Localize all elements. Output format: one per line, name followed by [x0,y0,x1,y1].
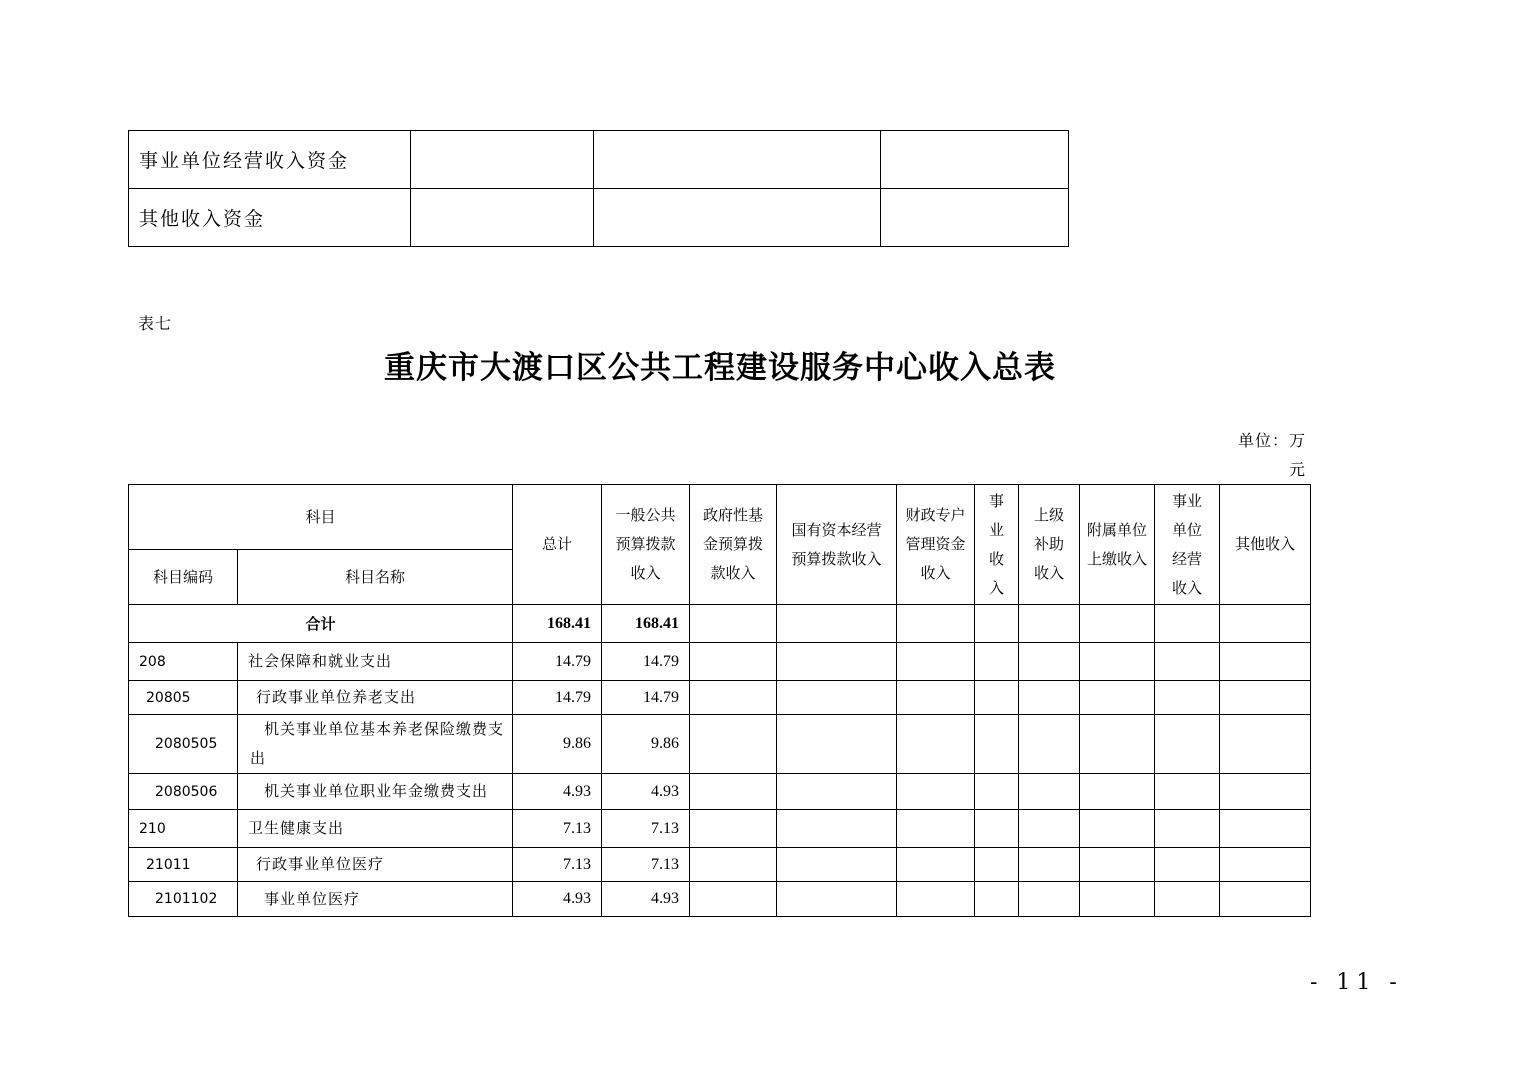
subject-name: 社会保障和就业支出 [238,643,513,681]
subject-name: 卫生健康支出 [238,810,513,848]
total-row [129,605,1311,643]
general-value: 4.93 [602,882,690,917]
total-value: 7.13 [513,810,602,848]
table-row [129,882,1311,917]
header-other-income: 其他收入 [1220,485,1311,605]
subject-code: 20805 [129,681,238,715]
general-value: 14.79 [602,643,690,681]
general-value: 14.79 [602,681,690,715]
subject-code: 21011 [129,848,238,882]
general-value: 4.93 [602,774,690,810]
total-value: 168.41 [513,605,602,643]
row-label: 事业单位经营收入资金 [129,131,411,189]
header-business-income: 事业收入 [975,485,1019,605]
table-number: 表七 [138,314,173,333]
header-affiliated-income: 附属单位上缴收入 [1080,485,1155,605]
header-general-budget: 一般公共预算拨款收入 [602,485,690,605]
table-row [129,643,1311,681]
table-row [129,774,1311,810]
income-summary-table [128,484,1311,917]
table-row [129,848,1311,882]
subject-code: 2080506 [129,774,238,810]
general-value: 168.41 [602,605,690,643]
header-state-capital: 国有资本经营预算拨款收入 [777,485,897,605]
total-value: 4.93 [513,774,602,810]
page-number: - 11 - [1310,970,1403,995]
page-title: 重庆市大渡口区公共工程建设服务中心收入总表 [384,350,1056,386]
header-row [129,485,1311,550]
general-value: 7.13 [602,810,690,848]
table-row [129,715,1311,774]
table-row [129,810,1311,848]
subject-name: 事业单位医疗 [238,882,513,917]
total-value: 4.93 [513,882,602,917]
total-value: 9.86 [513,715,602,774]
total-value: 14.79 [513,643,602,681]
table-row [129,131,1069,189]
total-value: 7.13 [513,848,602,882]
header-subject: 科目 [129,485,513,550]
general-value: 7.13 [602,848,690,882]
subject-code: 2080505 [129,715,238,774]
subject-name: 机关事业单位职业年金缴费支出 [238,774,513,810]
table-row [129,189,1069,247]
general-value: 9.86 [602,715,690,774]
header-subject-code: 科目编码 [129,550,238,605]
subject-code: 210 [129,810,238,848]
subject-name: 机关事业单位基本养老保险缴费支出 [238,715,513,774]
total-label: 合计 [129,605,513,643]
header-total: 总计 [513,485,602,605]
header-subject-name: 科目名称 [238,550,513,605]
unit-label: 单位：万元 [1237,431,1306,479]
subject-name: 行政事业单位养老支出 [238,681,513,715]
subject-code: 2101102 [129,882,238,917]
header-superior-subsidy: 上级补助收入 [1019,485,1080,605]
header-operating-income: 事业单位经营收入 [1155,485,1220,605]
table-row [129,681,1311,715]
row-label: 其他收入资金 [129,189,411,247]
total-value: 14.79 [513,681,602,715]
subject-code: 208 [129,643,238,681]
header-fiscal-special: 财政专户管理资金收入 [897,485,975,605]
top-continuation-table [128,130,1069,247]
subject-name: 行政事业单位医疗 [238,848,513,882]
header-gov-fund: 政府性基金预算拨款收入 [690,485,777,605]
